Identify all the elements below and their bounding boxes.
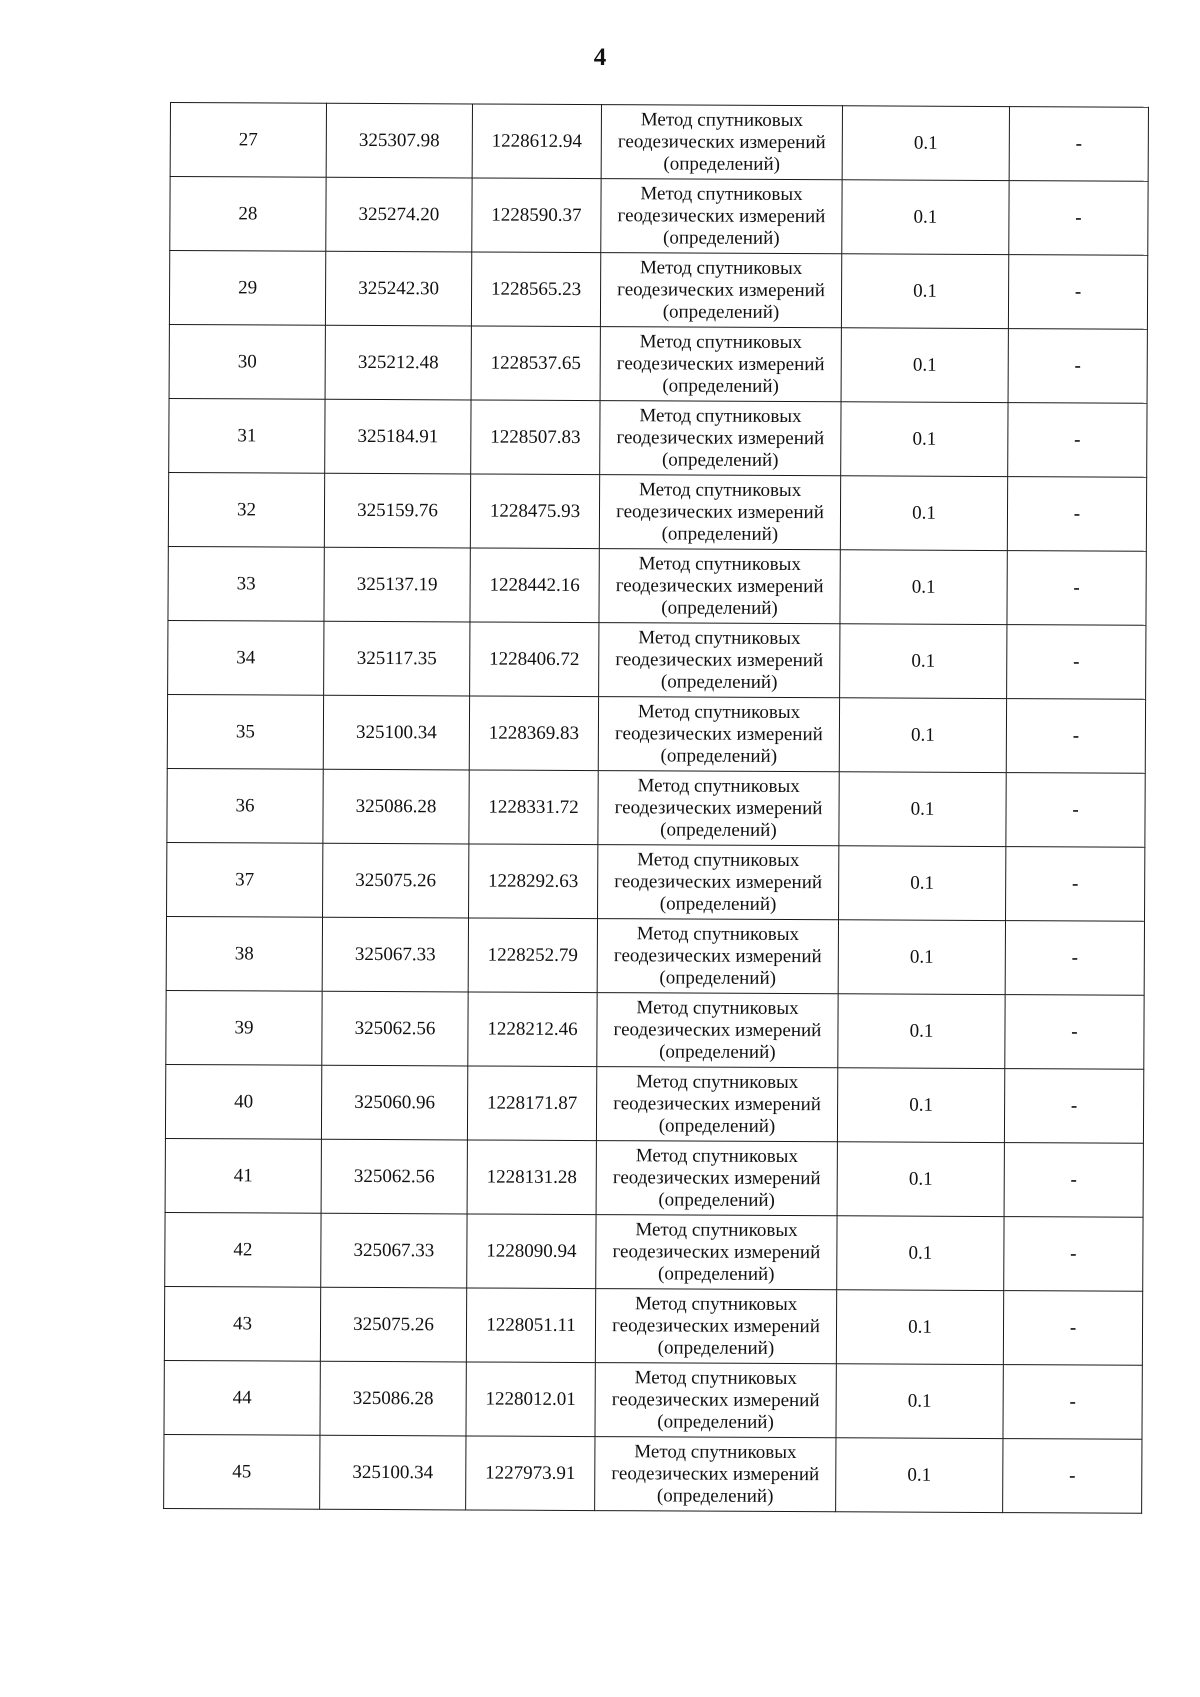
coordinate-x-cell — [320, 1361, 466, 1436]
method-line-1: Метод спутниковых — [640, 182, 803, 205]
method-cell — [596, 1067, 837, 1142]
coordinate-y: 1228212.46 — [487, 1018, 578, 1040]
coordinate-x: 325307.98 — [358, 129, 440, 151]
method-cell — [596, 1215, 837, 1290]
point-number: 33 — [236, 572, 256, 594]
accuracy-cell — [840, 624, 1007, 699]
coordinate-x: 325062.56 — [353, 1165, 435, 1187]
method-line-2: геодезических измерений — [611, 1462, 820, 1485]
coordinate-x-cell — [324, 473, 470, 548]
coordinate-x: 325117.35 — [356, 647, 437, 669]
method-cell — [598, 697, 839, 772]
coordinate-y-cell — [466, 1288, 595, 1363]
coordinate-y: 1228442.16 — [489, 574, 580, 596]
method-line-3: (определений) — [660, 744, 778, 767]
coordinate-y-cell — [468, 918, 597, 993]
note-cell — [1006, 699, 1145, 774]
method-line-2: геодезических измерений — [616, 500, 824, 523]
point-number-cell — [165, 1212, 321, 1287]
point-number: 32 — [236, 498, 257, 520]
page-number: 4 — [593, 44, 607, 71]
note-value: - — [1074, 280, 1082, 302]
method-line-2: геодезических измерений — [617, 278, 826, 301]
method-line-1: Метод спутниковых — [636, 922, 800, 945]
note-cell — [1004, 1069, 1143, 1144]
table-row — [165, 1212, 1143, 1291]
point-number: 42 — [233, 1238, 253, 1260]
coordinate-x: 325086.28 — [352, 1387, 434, 1409]
method-line-1: Метод спутниковых — [638, 626, 801, 649]
coordinate-x: 325159.76 — [357, 499, 438, 521]
method-line-3: (определений) — [661, 522, 779, 545]
note-value: - — [1071, 946, 1079, 968]
note-value: - — [1071, 872, 1079, 894]
coordinate-y-cell — [467, 1214, 596, 1289]
coordinate-x: 325274.20 — [358, 203, 440, 225]
table-row — [169, 251, 1147, 330]
table-row — [168, 546, 1146, 625]
point-number-cell — [169, 398, 325, 473]
point-number: 45 — [232, 1460, 252, 1482]
table-row — [165, 1138, 1143, 1217]
coordinate-x: 325212.48 — [357, 351, 439, 373]
method-line-1: Метод спутниковых — [634, 1440, 797, 1463]
coordinate-x-cell — [323, 769, 469, 844]
note-cell — [1007, 551, 1146, 626]
method-line-1: Метод спутниковых — [634, 1366, 797, 1389]
method-line-2: геодезических измерений — [617, 130, 826, 153]
method-line-2: геодезических измерений — [614, 796, 823, 819]
point-number: 43 — [232, 1312, 253, 1334]
method-cell — [596, 1141, 837, 1216]
method-cell — [597, 993, 838, 1068]
coordinate-y-cell — [471, 400, 600, 475]
coordinate-y-cell — [467, 1066, 596, 1141]
note-cell — [1003, 1365, 1142, 1440]
table-row — [167, 768, 1145, 847]
method-line-1: Метод спутниковых — [639, 404, 802, 427]
coordinate-y: 1228369.83 — [488, 722, 580, 744]
coordinate-x-cell — [322, 917, 468, 992]
method-line-2: геодезических измерений — [615, 648, 824, 671]
method-line-1: Метод спутниковых — [636, 996, 799, 1019]
accuracy-value: 0.1 — [911, 650, 936, 672]
point-number-cell — [164, 1360, 320, 1435]
accuracy-value: 0.1 — [912, 502, 936, 524]
accuracy-cell — [837, 1216, 1004, 1291]
coordinate-y: 1228537.65 — [490, 352, 581, 374]
method-line-3: (определений) — [662, 300, 780, 323]
coordinate-y: 1228565.23 — [490, 278, 582, 300]
coordinate-x: 325100.34 — [355, 721, 437, 743]
accuracy-value: 0.1 — [910, 872, 935, 894]
coordinate-y-cell — [467, 1140, 596, 1215]
table-row — [169, 324, 1147, 403]
method-line-2: геодезических измерений — [615, 574, 824, 597]
table-row — [165, 1064, 1143, 1143]
method-line-3: (определений) — [657, 1262, 775, 1285]
coordinate-y-cell — [469, 844, 598, 919]
accuracy-value: 0.1 — [909, 1094, 934, 1116]
coordinate-y-cell — [466, 1436, 595, 1511]
note-cell — [1007, 625, 1146, 700]
method-line-3: (определений) — [663, 226, 780, 249]
coordinate-y: 1227973.91 — [485, 1462, 576, 1484]
method-cell — [598, 771, 839, 846]
note-value: - — [1072, 724, 1080, 746]
coordinate-x: 325062.56 — [354, 1017, 436, 1039]
point-number-cell — [169, 251, 325, 326]
note-cell — [1006, 773, 1145, 848]
point-number: 36 — [235, 794, 255, 816]
method-line-1: Метод спутниковых — [637, 848, 800, 871]
method-line-2: геодезических измерений — [613, 1018, 822, 1041]
method-cell — [595, 1437, 836, 1512]
accuracy-cell — [839, 846, 1006, 921]
accuracy-value: 0.1 — [908, 1242, 933, 1264]
coordinate-x-cell — [325, 251, 471, 326]
note-cell — [1005, 921, 1144, 996]
method-cell — [597, 919, 838, 994]
coordinate-y-cell — [469, 696, 598, 771]
table-row — [168, 472, 1146, 551]
coordinate-x-cell — [324, 621, 470, 696]
method-line-3: (определений) — [657, 1410, 774, 1433]
method-line-3: (определений) — [660, 818, 777, 841]
note-value: - — [1070, 1242, 1077, 1264]
note-cell — [1007, 477, 1146, 552]
note-value: - — [1069, 1390, 1076, 1412]
method-line-1: Метод спутниковых — [639, 330, 803, 353]
coordinate-x-cell — [322, 991, 468, 1066]
note-value: - — [1075, 206, 1082, 228]
coordinate-y: 1228090.94 — [486, 1240, 577, 1262]
note-cell — [1003, 1291, 1142, 1366]
coordinate-x: 325086.28 — [355, 795, 437, 817]
accuracy-cell — [840, 476, 1007, 551]
method-line-2: геодезических измерений — [611, 1388, 820, 1411]
coordinates-table-body — [164, 103, 1149, 1514]
note-value: - — [1069, 1464, 1076, 1486]
note-cell — [1008, 255, 1147, 330]
coordinate-y-cell — [470, 622, 599, 697]
point-number-cell — [165, 1064, 321, 1139]
coordinate-y: 1228475.93 — [489, 500, 581, 522]
coordinate-y: 1228131.28 — [486, 1166, 577, 1188]
note-value: - — [1070, 1168, 1077, 1190]
method-cell — [599, 623, 840, 698]
point-number-cell — [165, 1138, 321, 1213]
accuracy-cell — [842, 106, 1009, 181]
method-cell — [598, 845, 839, 920]
method-line-1: Метод спутниковых — [635, 1218, 798, 1241]
method-cell — [600, 401, 841, 476]
method-line-3: (определений) — [659, 966, 777, 989]
coordinate-x-cell — [321, 1213, 467, 1288]
table-row — [167, 842, 1145, 921]
coordinate-y: 1228051.11 — [486, 1314, 576, 1336]
accuracy-cell — [841, 402, 1008, 477]
method-cell — [600, 253, 841, 328]
note-value: - — [1072, 798, 1079, 820]
method-line-1: Метод спутниковых — [637, 700, 801, 723]
note-cell — [1006, 847, 1145, 922]
point-number: 31 — [237, 424, 257, 446]
method-cell — [595, 1363, 836, 1438]
coordinate-x-cell — [323, 695, 469, 770]
method-cell — [599, 475, 840, 550]
coordinate-x-cell — [326, 177, 472, 252]
coordinate-x-cell — [323, 843, 469, 918]
coordinate-y-cell — [470, 548, 599, 623]
point-number-cell — [167, 842, 323, 917]
accuracy-value: 0.1 — [913, 132, 938, 154]
note-cell — [1009, 181, 1148, 256]
coordinate-x: 325100.34 — [352, 1461, 434, 1483]
note-cell — [1005, 995, 1144, 1070]
note-value: - — [1073, 650, 1080, 672]
method-line-1: Метод спутниковых — [636, 1070, 799, 1093]
accuracy-value: 0.1 — [910, 798, 935, 820]
coordinate-x: 325075.26 — [355, 869, 437, 891]
method-line-1: Метод спутниковых — [637, 774, 800, 797]
coordinate-y: 1228012.01 — [485, 1388, 576, 1410]
coordinate-x: 325067.33 — [354, 943, 436, 965]
accuracy-cell — [839, 772, 1006, 847]
table-row — [170, 103, 1148, 182]
note-value: - — [1069, 1316, 1077, 1338]
method-line-2: геодезических измерений — [613, 944, 822, 967]
note-cell — [1004, 1217, 1143, 1292]
coordinate-x-cell — [321, 1065, 467, 1140]
method-line-2: геодезических измерений — [616, 426, 825, 449]
table-row — [164, 1434, 1142, 1513]
coordinate-y: 1228292.63 — [488, 870, 579, 892]
accuracy-cell — [838, 994, 1005, 1069]
coordinate-x-cell — [320, 1435, 466, 1510]
accuracy-cell — [842, 180, 1009, 255]
table-row — [167, 694, 1145, 773]
accuracy-value: 0.1 — [911, 576, 936, 598]
coordinate-x-cell — [321, 1139, 467, 1214]
coordinate-y-cell — [466, 1362, 595, 1437]
coordinate-x-cell — [326, 103, 472, 178]
point-number-cell — [164, 1286, 320, 1361]
note-value: - — [1073, 576, 1080, 598]
note-value: - — [1075, 132, 1083, 154]
method-line-2: геодезических измерений — [612, 1166, 821, 1189]
note-value: - — [1074, 428, 1081, 450]
accuracy-cell — [836, 1364, 1003, 1439]
note-cell — [1008, 329, 1147, 404]
method-line-1: Метод спутниковых — [638, 552, 801, 575]
accuracy-cell — [836, 1290, 1003, 1365]
point-number-cell — [168, 546, 324, 621]
point-number: 29 — [238, 276, 258, 298]
coordinate-x-cell — [324, 547, 470, 622]
coordinate-x-cell — [325, 399, 471, 474]
coordinate-y: 1228406.72 — [489, 648, 580, 670]
method-cell — [600, 327, 841, 402]
coordinate-y: 1228252.79 — [487, 944, 579, 966]
method-line-1: Метод спутниковых — [635, 1144, 799, 1167]
coordinate-x: 325067.33 — [353, 1239, 435, 1261]
coordinate-y-cell — [471, 252, 600, 327]
method-line-2: геодезических измерений — [616, 352, 825, 375]
coordinate-y: 1228612.94 — [491, 130, 582, 152]
accuracy-value: 0.1 — [907, 1390, 932, 1412]
accuracy-value: 0.1 — [909, 946, 934, 968]
method-line-3: (определений) — [659, 1040, 776, 1063]
method-line-1: Метод спутниковых — [634, 1292, 798, 1315]
point-number-cell — [167, 768, 323, 843]
table-row — [164, 1360, 1142, 1439]
coordinate-y-cell — [468, 992, 597, 1067]
accuracy-cell — [841, 254, 1008, 329]
point-number-cell — [167, 694, 323, 769]
accuracy-value: 0.1 — [909, 1020, 934, 1042]
method-cell — [595, 1289, 836, 1364]
coordinate-x: 325060.96 — [354, 1091, 436, 1113]
coordinate-x: 325242.30 — [358, 277, 440, 299]
method-line-2: геодезических измерений — [612, 1314, 820, 1337]
point-number: 44 — [232, 1386, 252, 1408]
table-row — [168, 620, 1146, 699]
method-line-3: (определений) — [661, 448, 779, 471]
coordinate-x-cell — [325, 325, 471, 400]
accuracy-value: 0.1 — [912, 354, 937, 376]
accuracy-cell — [841, 328, 1008, 403]
accuracy-cell — [837, 1068, 1004, 1143]
accuracy-value: 0.1 — [913, 206, 938, 228]
point-number: 41 — [233, 1164, 253, 1186]
method-line-3: (определений) — [659, 892, 777, 915]
method-line-2: геодезических измерений — [617, 204, 826, 227]
accuracy-value: 0.1 — [910, 724, 935, 746]
method-cell — [601, 179, 842, 254]
table-row — [169, 398, 1147, 477]
note-value: - — [1070, 1094, 1078, 1116]
coordinate-x: 325137.19 — [356, 573, 438, 595]
table-row — [164, 1286, 1142, 1365]
coordinate-y-cell — [472, 178, 601, 253]
method-line-1: Метод спутниковых — [640, 108, 804, 131]
coordinate-y: 1228507.83 — [490, 426, 581, 448]
method-line-3: (определений) — [660, 670, 778, 693]
point-number: 40 — [234, 1090, 254, 1112]
method-line-1: Метод спутниковых — [638, 478, 802, 501]
point-number-cell — [168, 620, 324, 695]
note-value: - — [1073, 502, 1081, 524]
point-number-cell — [170, 103, 326, 178]
note-cell — [1008, 403, 1147, 478]
coordinate-x: 325184.91 — [357, 425, 439, 447]
note-cell — [1009, 107, 1148, 182]
accuracy-cell — [838, 920, 1005, 995]
method-cell — [601, 105, 842, 180]
coordinate-y-cell — [471, 326, 600, 401]
point-number: 30 — [237, 350, 257, 372]
method-cell — [599, 549, 840, 624]
accuracy-cell — [839, 698, 1006, 773]
coordinate-y-cell — [470, 474, 599, 549]
coordinate-x-cell — [320, 1287, 466, 1362]
note-value: - — [1074, 354, 1081, 376]
coordinate-y-cell — [469, 770, 598, 845]
method-line-2: геодезических измерений — [612, 1240, 821, 1263]
point-number: 28 — [238, 202, 258, 224]
coordinate-x: 325075.26 — [353, 1313, 434, 1335]
point-number: 34 — [236, 646, 256, 668]
accuracy-value: 0.1 — [913, 280, 938, 302]
point-number-cell — [170, 177, 326, 252]
method-line-3: (определений) — [658, 1114, 776, 1137]
note-cell — [1004, 1143, 1143, 1218]
point-number-cell — [166, 990, 322, 1065]
method-line-2: геодезических измерений — [613, 1092, 822, 1115]
coordinate-y-cell — [472, 104, 601, 179]
method-line-3: (определений) — [662, 374, 779, 397]
table-row — [170, 177, 1148, 256]
point-number-cell — [166, 916, 322, 991]
coordinates-table — [163, 102, 1149, 1514]
accuracy-value: 0.1 — [907, 1464, 932, 1486]
accuracy-value: 0.1 — [912, 428, 937, 450]
point-number: 38 — [234, 942, 254, 964]
method-line-3: (определений) — [663, 152, 781, 175]
accuracy-cell — [837, 1142, 1004, 1217]
point-number: 27 — [238, 128, 258, 150]
method-line-2: геодезических измерений — [614, 870, 823, 893]
accuracy-cell — [836, 1438, 1003, 1513]
coordinate-y: 1228590.37 — [491, 204, 582, 226]
point-number: 39 — [234, 1016, 254, 1038]
method-line-3: (определений) — [661, 596, 778, 619]
point-number: 37 — [235, 868, 255, 890]
point-number-cell — [168, 472, 324, 547]
point-number-cell — [169, 324, 325, 399]
accuracy-value: 0.1 — [908, 1316, 932, 1338]
coordinate-y: 1228331.72 — [488, 796, 579, 818]
method-line-3: (определений) — [656, 1484, 774, 1507]
point-number-cell — [164, 1434, 320, 1509]
accuracy-value: 0.1 — [908, 1168, 933, 1190]
method-line-3: (определений) — [658, 1188, 775, 1211]
note-value: - — [1071, 1020, 1078, 1042]
method-line-3: (определений) — [657, 1336, 775, 1359]
method-line-2: геодезических измерений — [614, 722, 823, 745]
table-row — [166, 916, 1144, 995]
note-cell — [1003, 1439, 1142, 1514]
table-row — [166, 990, 1144, 1069]
coordinate-y: 1228171.87 — [486, 1092, 578, 1114]
method-line-1: Метод спутниковых — [640, 256, 803, 279]
point-number: 35 — [235, 720, 255, 742]
accuracy-cell — [840, 550, 1007, 625]
